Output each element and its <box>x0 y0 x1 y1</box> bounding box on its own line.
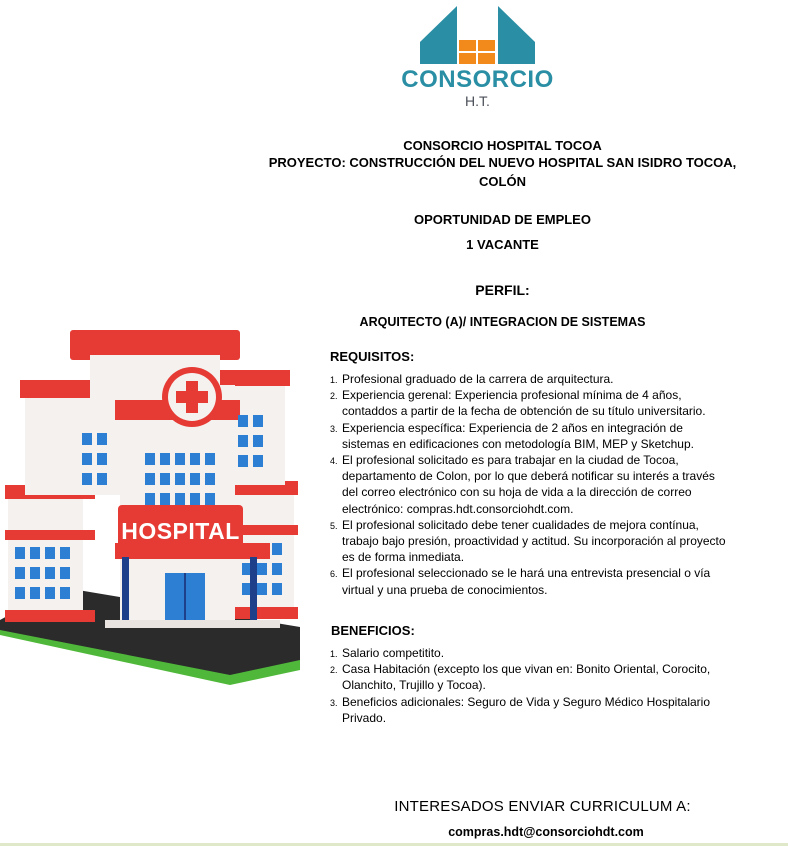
vacancy-count: 1 VACANTE <box>466 237 539 252</box>
benefit-item: Beneficios adicionales: Seguro de Vida y Seguro Médico Hospitalario Privado. <box>342 694 710 725</box>
logo-wordmark: CONSORCIO <box>401 66 554 93</box>
requirement-item: Experiencia específica: Experiencia de 2 años en integración de sistemas en edificaciones con metodología BIM, MEP y Sketchup. <box>342 420 694 451</box>
hospital-illustration <box>0 325 305 685</box>
requirement-item: Profesional graduado de la carrera de arquitectura. <box>342 372 614 386</box>
job-opportunity-title: OPORTUNIDAD DE EMPLEO <box>414 212 591 227</box>
requirements-heading: REQUISITOS: <box>330 349 415 364</box>
benefit-item: Salario competitito. <box>342 646 445 660</box>
benefits-heading: BENEFICIOS: <box>331 623 415 638</box>
profile-label: PERFIL: <box>475 282 530 298</box>
requirement-item: Experiencia gerenal: Experiencia profesional mínima de 4 años, contaddos a partir de la fecha de obtención de su título universitario. <box>342 388 706 419</box>
hospital-building-icon <box>0 325 305 685</box>
requirement-item: El profesional solicitado es para trabajar en la ciudad de Tocoa, departamento de Colon, por lo que deberá notificar su interés a través del correo electrónico con su hoja de vida a la dirección de correo electrónico: compras.hdt.consorciohdt.com. <box>342 453 715 516</box>
benefits-list-wrapper <box>330 645 730 726</box>
hospital-sign: HOSPITAL <box>121 518 240 544</box>
requirement-item: El profesional seleccionado se le hará una entrevista presencial o vía virtual y una prueba de conocimientos. <box>342 566 711 597</box>
header-company: CONSORCIO HOSPITAL TOCOA <box>403 138 602 153</box>
benefit-item: Casa Habitación (excepto los que vivan en: Bonito Oriental, Corocito, Olanchito, Trujillo y Tocoa). <box>342 662 711 693</box>
position-title: ARQUITECTO (A)/ INTEGRACION DE SISTEMAS <box>359 315 646 329</box>
header-project-location: COLÓN <box>479 174 526 189</box>
logo-subtitle: H.T. <box>465 93 490 109</box>
company-logo <box>385 0 570 125</box>
header-project: PROYECTO: CONSTRUCCIÓN DEL NUEVO HOSPITAL SAN ISIDRO TOCOA, <box>268 155 737 170</box>
contact-email[interactable]: compras.hdt@consorciohdt.com <box>448 825 644 839</box>
call-to-action: INTERESADOS ENVIAR CURRICULUM A: <box>394 798 691 815</box>
requirement-item: El profesional solicitado debe tener cualidades de mejora contínua, trabajo bajo presión, proactividad y actitud. Su incorporación al proyecto es de forma inmediata. <box>342 517 726 565</box>
benefits-list <box>330 645 730 726</box>
requirements-list <box>330 371 730 598</box>
requirements-list-wrapper <box>330 371 730 598</box>
